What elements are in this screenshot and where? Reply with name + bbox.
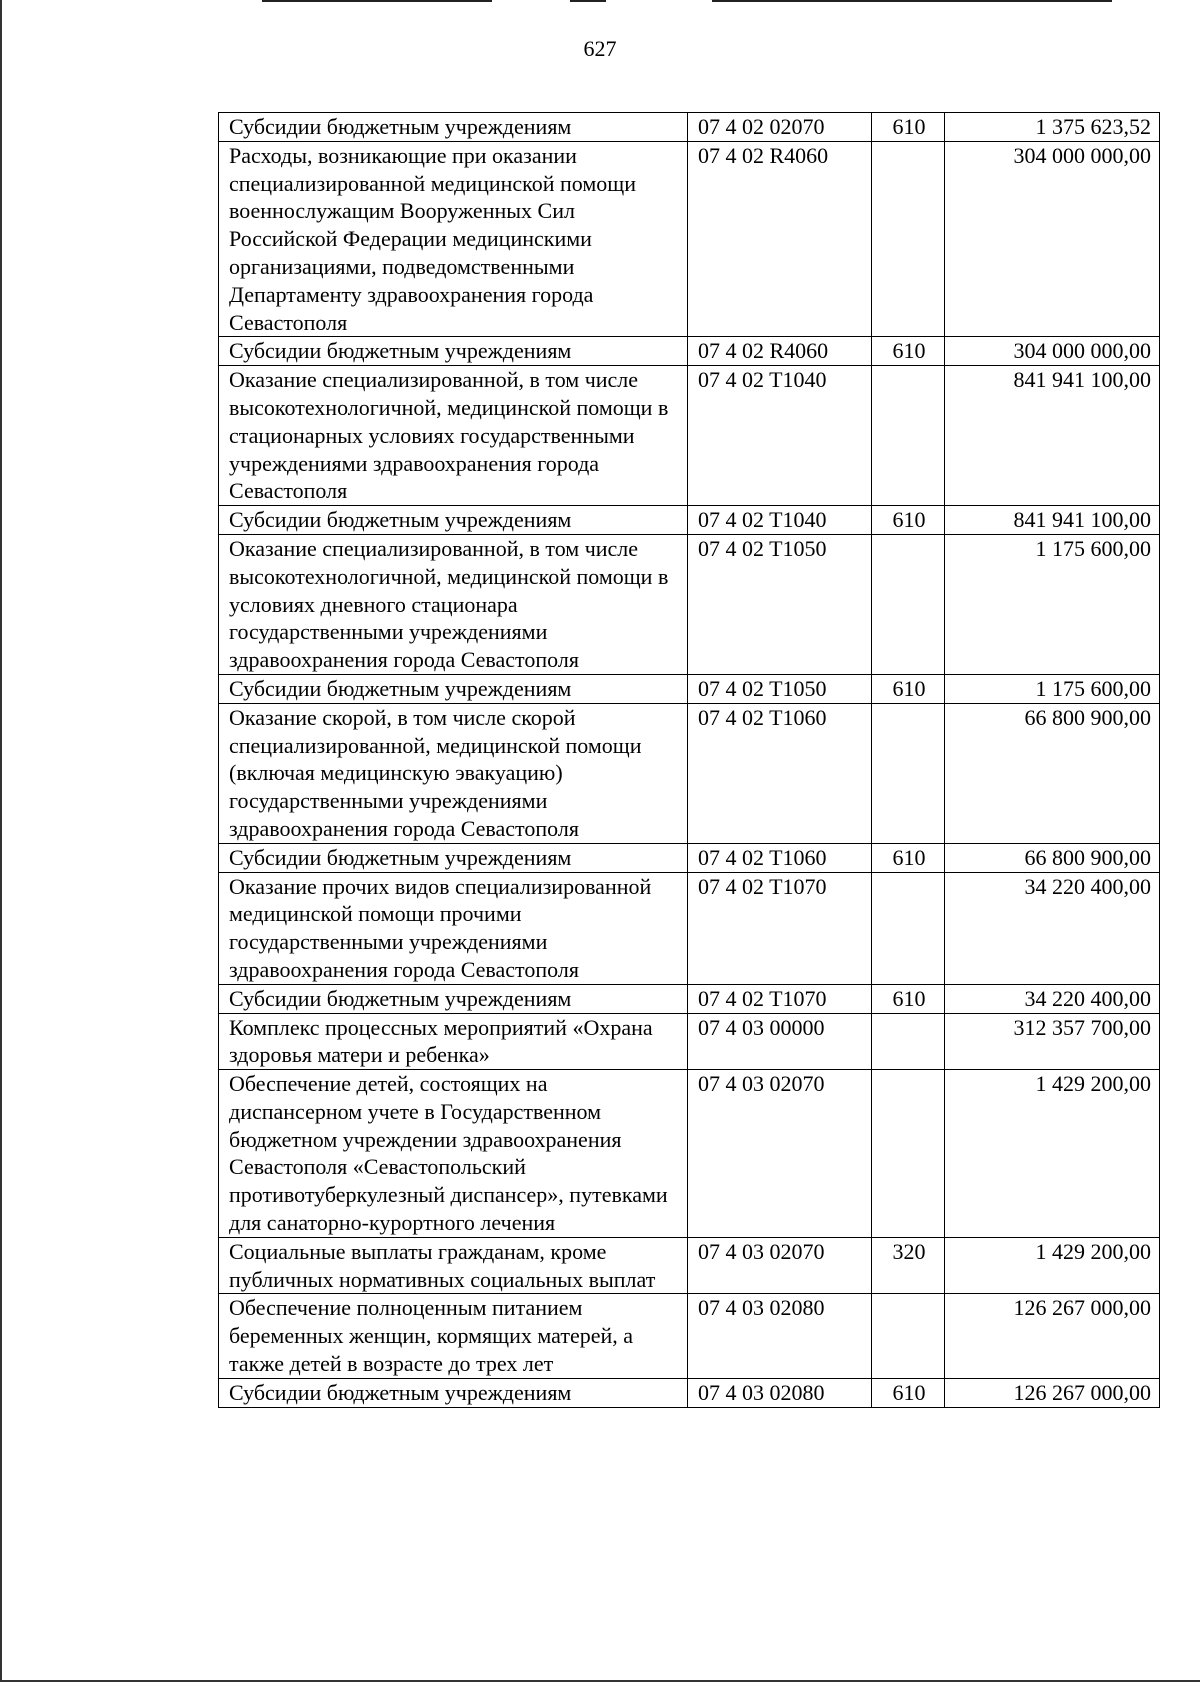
expense-type-cell bbox=[872, 1070, 945, 1238]
item-name-cell: Субсидии бюджетным учреждениям bbox=[219, 984, 688, 1013]
scan-edge bbox=[0, 0, 2, 1682]
table-row bbox=[219, 366, 1160, 506]
expense-type-cell bbox=[872, 366, 945, 506]
table-row bbox=[219, 843, 1160, 872]
item-name-cell: Субсидии бюджетным учреждениям bbox=[219, 113, 688, 142]
target-code-cell: 07 4 03 02080 bbox=[688, 1378, 872, 1407]
target-code-cell: 07 4 02 T1060 bbox=[688, 843, 872, 872]
target-code-cell: 07 4 02 02070 bbox=[688, 113, 872, 142]
table-row bbox=[219, 703, 1160, 843]
item-name-cell: Обеспечение полноценным питанием беременных женщин, кормящих матерей, а также детей в возрасте до трех лет bbox=[219, 1294, 688, 1378]
target-code-cell: 07 4 02 R4060 bbox=[688, 337, 872, 366]
amount-cell: 1 175 600,00 bbox=[945, 534, 1160, 674]
expense-type-cell: 610 bbox=[872, 337, 945, 366]
expense-type-cell: 610 bbox=[872, 674, 945, 703]
target-code-cell: 07 4 03 02070 bbox=[688, 1070, 872, 1238]
expense-type-cell: 610 bbox=[872, 1378, 945, 1407]
table-row bbox=[219, 337, 1160, 366]
table-row bbox=[219, 1013, 1160, 1070]
item-name-cell: Субсидии бюджетным учреждениям bbox=[219, 843, 688, 872]
amount-cell: 66 800 900,00 bbox=[945, 703, 1160, 843]
amount-cell: 841 941 100,00 bbox=[945, 506, 1160, 535]
table-row bbox=[219, 1070, 1160, 1238]
expense-type-cell: 610 bbox=[872, 984, 945, 1013]
target-code-cell: 07 4 02 T1050 bbox=[688, 534, 872, 674]
item-name-cell: Субсидии бюджетным учреждениям bbox=[219, 674, 688, 703]
scan-edge bbox=[262, 0, 492, 2]
target-code-cell: 07 4 03 00000 bbox=[688, 1013, 872, 1070]
table-row bbox=[219, 113, 1160, 142]
item-name-cell: Оказание скорой, в том числе скорой специализированной, медицинской помощи (включая медицинскую эвакуацию) государственными учреждениями здравоохранения города Севастополя bbox=[219, 703, 688, 843]
amount-cell: 126 267 000,00 bbox=[945, 1378, 1160, 1407]
amount-cell: 312 357 700,00 bbox=[945, 1013, 1160, 1070]
amount-cell: 304 000 000,00 bbox=[945, 337, 1160, 366]
expense-type-cell: 610 bbox=[872, 843, 945, 872]
target-code-cell: 07 4 02 T1070 bbox=[688, 984, 872, 1013]
scan-edge bbox=[570, 0, 606, 2]
table-row bbox=[219, 1378, 1160, 1407]
expense-type-cell bbox=[872, 703, 945, 843]
table-row bbox=[219, 534, 1160, 674]
target-code-cell: 07 4 02 R4060 bbox=[688, 141, 872, 337]
item-name-cell: Оказание специализированной, в том числе высокотехнологичной, медицинской помощи в стационарных условиях государственными учреждениями здравоохранения города Севастополя bbox=[219, 366, 688, 506]
table-row bbox=[219, 674, 1160, 703]
amount-cell: 1 429 200,00 bbox=[945, 1237, 1160, 1294]
target-code-cell: 07 4 02 T1070 bbox=[688, 872, 872, 984]
item-name-cell: Субсидии бюджетным учреждениям bbox=[219, 337, 688, 366]
item-name-cell: Субсидии бюджетным учреждениям bbox=[219, 1378, 688, 1407]
table-row bbox=[219, 984, 1160, 1013]
budget-table-body bbox=[219, 113, 1160, 1408]
amount-cell: 1 375 623,52 bbox=[945, 113, 1160, 142]
target-code-cell: 07 4 03 02070 bbox=[688, 1237, 872, 1294]
table-row bbox=[219, 872, 1160, 984]
expense-type-cell bbox=[872, 1294, 945, 1378]
amount-cell: 66 800 900,00 bbox=[945, 843, 1160, 872]
expense-type-cell bbox=[872, 141, 945, 337]
amount-cell: 34 220 400,00 bbox=[945, 984, 1160, 1013]
expense-type-cell bbox=[872, 1013, 945, 1070]
item-name-cell: Оказание специализированной, в том числе высокотехнологичной, медицинской помощи в условиях дневного стационара государственными учреждениями здравоохранения города Севастополя bbox=[219, 534, 688, 674]
target-code-cell: 07 4 03 02080 bbox=[688, 1294, 872, 1378]
target-code-cell: 07 4 02 T1060 bbox=[688, 703, 872, 843]
item-name-cell: Социальные выплаты гражданам, кроме публичных нормативных социальных выплат bbox=[219, 1237, 688, 1294]
page-number: 627 bbox=[583, 36, 617, 61]
amount-cell: 1 429 200,00 bbox=[945, 1070, 1160, 1238]
amount-cell: 1 175 600,00 bbox=[945, 674, 1160, 703]
item-name-cell: Комплекс процессных мероприятий «Охрана здоровья матери и ребенка» bbox=[219, 1013, 688, 1070]
item-name-cell: Субсидии бюджетным учреждениям bbox=[219, 506, 688, 535]
table-row bbox=[219, 1294, 1160, 1378]
table-row bbox=[219, 1237, 1160, 1294]
amount-cell: 304 000 000,00 bbox=[945, 141, 1160, 337]
amount-cell: 34 220 400,00 bbox=[945, 872, 1160, 984]
target-code-cell: 07 4 02 T1040 bbox=[688, 366, 872, 506]
target-code-cell: 07 4 02 T1040 bbox=[688, 506, 872, 535]
amount-cell: 126 267 000,00 bbox=[945, 1294, 1160, 1378]
expense-type-cell bbox=[872, 872, 945, 984]
item-name-cell: Обеспечение детей, состоящих на диспансерном учете в Государственном бюджетном учреждении здравоохранения Севастополя «Севастопольский противотуберкулезный диспансер», путевками для санаторно-курортного лечения bbox=[219, 1070, 688, 1238]
expense-type-cell bbox=[872, 534, 945, 674]
expense-type-cell: 610 bbox=[872, 506, 945, 535]
budget-table bbox=[218, 112, 1160, 1408]
item-name-cell: Оказание прочих видов специализированной медицинской помощи прочими государственными учреждениями здравоохранения города Севастополя bbox=[219, 872, 688, 984]
scan-edge bbox=[712, 0, 1112, 2]
amount-cell: 841 941 100,00 bbox=[945, 366, 1160, 506]
expense-type-cell: 610 bbox=[872, 113, 945, 142]
expense-type-cell: 320 bbox=[872, 1237, 945, 1294]
item-name-cell: Расходы, возникающие при оказании специализированной медицинской помощи военнослужащим Вооруженных Сил Российской Федерации медицинскими организациями, подведомственными Департаменту здравоохранения города Севастополя bbox=[219, 141, 688, 337]
table-row bbox=[219, 506, 1160, 535]
table-row bbox=[219, 141, 1160, 337]
target-code-cell: 07 4 02 T1050 bbox=[688, 674, 872, 703]
